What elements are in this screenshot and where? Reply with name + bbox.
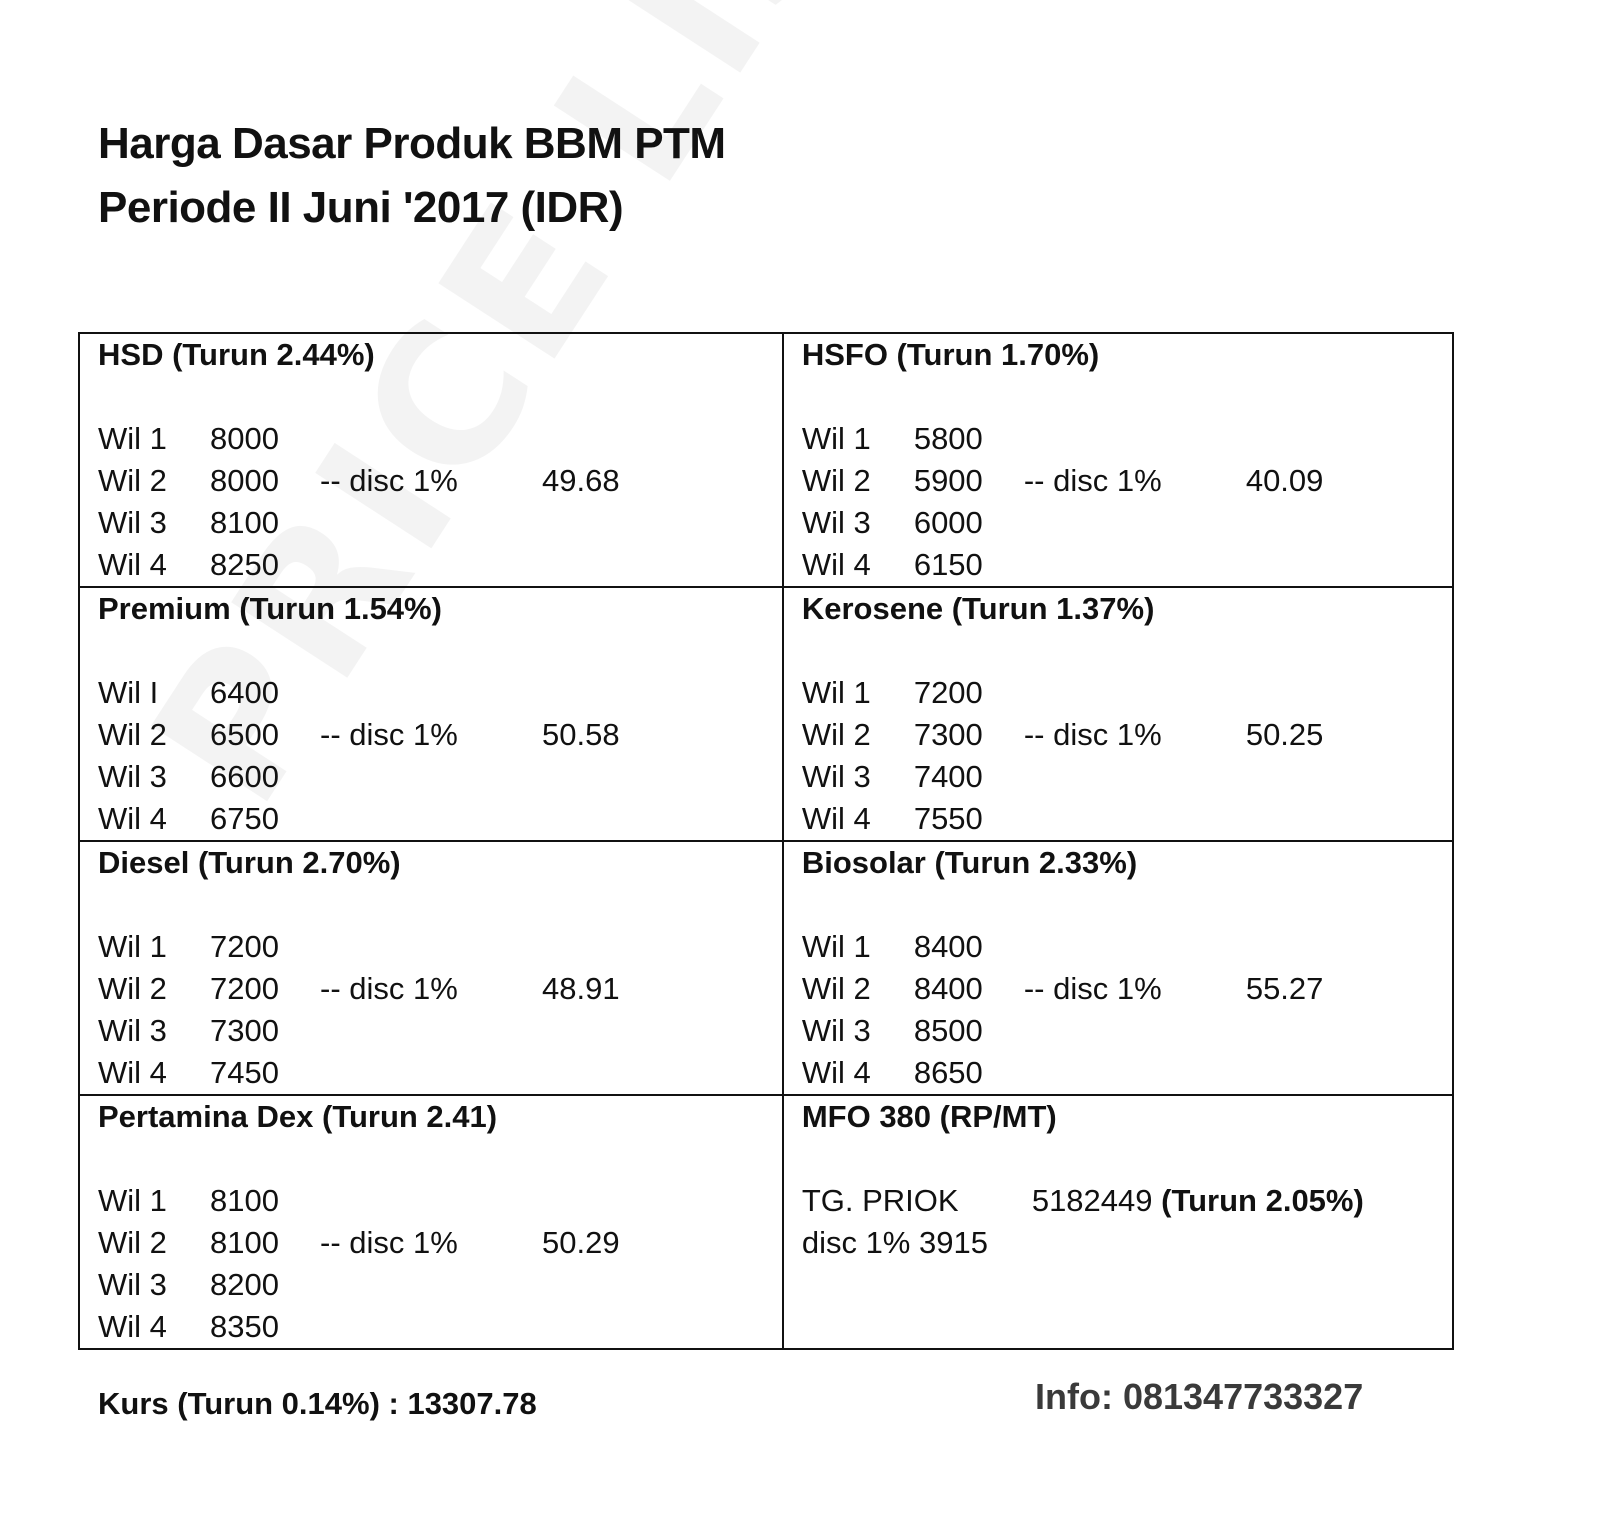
cell-kerosene — [783, 587, 1453, 841]
region-price: 7300 — [210, 1013, 279, 1048]
region-price: 8200 — [210, 1267, 279, 1302]
region-row — [98, 1010, 782, 1052]
region-row — [98, 1306, 782, 1348]
region-row — [98, 798, 782, 840]
region-price: 8500 — [913, 1013, 983, 1048]
region-row — [802, 460, 1452, 502]
region-label: Wil 3 — [801, 1013, 871, 1048]
region-list — [98, 1180, 782, 1348]
region-label: Wil 4 — [98, 1055, 167, 1090]
cell-premium — [79, 587, 783, 841]
region-row — [802, 672, 1452, 714]
region-label: Wil 1 — [801, 929, 871, 964]
cell-biosolar — [783, 841, 1453, 1095]
region-label: Wil 2 — [98, 717, 167, 752]
region-row — [802, 714, 1452, 756]
region-price: 8000 — [210, 463, 279, 498]
region-price: 8650 — [913, 1055, 983, 1090]
cell-heading: Premium (Turun 1.54%) — [98, 591, 442, 626]
region-label: Wil 3 — [801, 505, 871, 540]
table-row — [79, 333, 1453, 587]
region-row — [802, 418, 1452, 460]
region-price: 8100 — [210, 505, 279, 540]
region-label: Wil 4 — [98, 1309, 167, 1344]
region-label: Wil 2 — [801, 463, 871, 498]
cell-heading: HSFO (Turun 1.70%) — [801, 337, 1100, 372]
region-label: Wil 2 — [98, 463, 167, 498]
contact-info: Info: 081347733327 — [1035, 1376, 1364, 1417]
region-label: Wil 1 — [98, 929, 167, 964]
region-price: 5900 — [913, 463, 983, 498]
region-label: Wil 1 — [98, 1183, 167, 1218]
cell-pertamina-dex — [79, 1095, 783, 1349]
disc-label: -- disc 1% — [1023, 463, 1162, 498]
region-row — [98, 460, 782, 502]
region-label: Wil 3 — [801, 759, 871, 794]
region-list — [802, 672, 1452, 840]
disc-label: -- disc 1% — [320, 717, 458, 752]
exchange-rate: Kurs (Turun 0.14%) : 13307.78 — [98, 1386, 537, 1421]
region-row — [802, 756, 1452, 798]
region-price: 8000 — [210, 421, 279, 456]
region-row — [802, 798, 1452, 840]
disc-value: 40.09 — [1245, 463, 1324, 498]
region-price: 7550 — [913, 801, 983, 836]
region-row — [98, 1264, 782, 1306]
region-price: 6600 — [210, 759, 279, 794]
cell-mfo-380 — [783, 1095, 1453, 1349]
region-price: 7300 — [913, 717, 983, 752]
region-row — [98, 756, 782, 798]
region-price: 8250 — [210, 547, 279, 582]
region-price: 8100 — [210, 1183, 279, 1218]
mfo-change: (Turun 2.05%) — [1161, 1183, 1364, 1218]
region-price: 7200 — [210, 929, 279, 964]
disc-label: -- disc 1% — [320, 971, 458, 1006]
region-label: Wil 2 — [801, 717, 871, 752]
region-price: 7200 — [210, 971, 279, 1006]
region-row — [98, 544, 782, 586]
region-price: 6150 — [913, 547, 983, 582]
region-label: Wil 3 — [98, 1013, 167, 1048]
cell-hsd — [79, 333, 783, 587]
price-table — [78, 332, 1454, 1350]
region-price: 7200 — [913, 675, 983, 710]
disc-label: -- disc 1% — [320, 463, 458, 498]
region-label: Wil 3 — [98, 759, 167, 794]
title-line-1: Harga Dasar Produk BBM PTM — [98, 119, 726, 168]
mfo-price-line — [802, 1180, 1452, 1222]
region-label: Wil 4 — [98, 547, 167, 582]
region-list — [98, 418, 782, 586]
region-row — [802, 968, 1452, 1010]
region-row — [802, 1052, 1452, 1094]
title-line-2: Periode II Juni '2017 (IDR) — [98, 183, 624, 232]
region-label: Wil 3 — [98, 1267, 167, 1302]
region-list — [98, 672, 782, 840]
region-price: 6400 — [210, 675, 279, 710]
region-row — [802, 502, 1452, 544]
region-price: 6000 — [913, 505, 983, 540]
disc-value: 48.91 — [542, 971, 620, 1006]
cell-heading: MFO 380 (RP/MT) — [801, 1099, 1057, 1134]
region-label: Wil I — [98, 675, 159, 710]
disc-value: 55.27 — [1245, 971, 1324, 1006]
disc-label: -- disc 1% — [1023, 717, 1162, 752]
region-row — [98, 926, 782, 968]
region-list — [802, 418, 1452, 586]
region-price: 8400 — [913, 971, 983, 1006]
cell-heading: Biosolar (Turun 2.33%) — [801, 845, 1138, 880]
region-label: Wil 4 — [98, 801, 167, 836]
disc-value: 50.25 — [1245, 717, 1324, 752]
mfo-price: 5182449 — [1031, 1183, 1153, 1218]
table-row — [79, 587, 1453, 841]
table-row — [79, 1095, 1453, 1349]
cell-heading: Kerosene (Turun 1.37%) — [801, 591, 1155, 626]
region-price: 8400 — [913, 929, 983, 964]
region-price: 7450 — [210, 1055, 279, 1090]
cell-heading: Pertamina Dex (Turun 2.41) — [98, 1099, 498, 1134]
region-list — [802, 926, 1452, 1094]
region-row — [802, 926, 1452, 968]
region-row — [98, 1180, 782, 1222]
disc-label: -- disc 1% — [320, 1225, 458, 1260]
region-label: Wil 4 — [801, 801, 871, 836]
region-label: Wil 1 — [801, 421, 871, 456]
disc-value: 49.68 — [542, 463, 620, 498]
region-row — [98, 502, 782, 544]
region-price: 7400 — [913, 759, 983, 794]
cell-diesel — [79, 841, 783, 1095]
disc-label: -- disc 1% — [1023, 971, 1162, 1006]
region-price: 5800 — [913, 421, 983, 456]
disc-value: 50.58 — [542, 717, 620, 752]
cell-hsfo — [783, 333, 1453, 587]
cell-heading: HSD (Turun 2.44%) — [98, 337, 375, 372]
region-label: Wil 4 — [801, 1055, 871, 1090]
region-label: Wil 1 — [98, 421, 167, 456]
region-label: Wil 2 — [801, 971, 871, 1006]
region-row — [98, 418, 782, 460]
region-label: Wil 3 — [98, 505, 167, 540]
region-price: 8100 — [210, 1225, 279, 1260]
disc-value: 50.29 — [542, 1225, 620, 1260]
region-list — [98, 926, 782, 1094]
mfo-disc-line: disc 1% 3915 — [801, 1225, 988, 1260]
mfo-location: TG. PRIOK — [801, 1183, 959, 1218]
region-label: Wil 1 — [801, 675, 871, 710]
region-row — [98, 968, 782, 1010]
region-row — [98, 714, 782, 756]
region-price: 6500 — [210, 717, 279, 752]
region-row — [802, 544, 1452, 586]
region-row — [98, 1052, 782, 1094]
table-row — [79, 841, 1453, 1095]
region-row — [802, 1010, 1452, 1052]
region-price: 6750 — [210, 801, 279, 836]
cell-heading: Diesel (Turun 2.70%) — [98, 845, 401, 880]
page-title — [98, 112, 726, 240]
mfo-details — [802, 1180, 1452, 1264]
region-label: Wil 4 — [801, 547, 871, 582]
region-label: Wil 2 — [98, 1225, 167, 1260]
region-label: Wil 2 — [98, 971, 167, 1006]
region-row — [98, 672, 782, 714]
region-price: 8350 — [210, 1309, 279, 1344]
region-row — [98, 1222, 782, 1264]
